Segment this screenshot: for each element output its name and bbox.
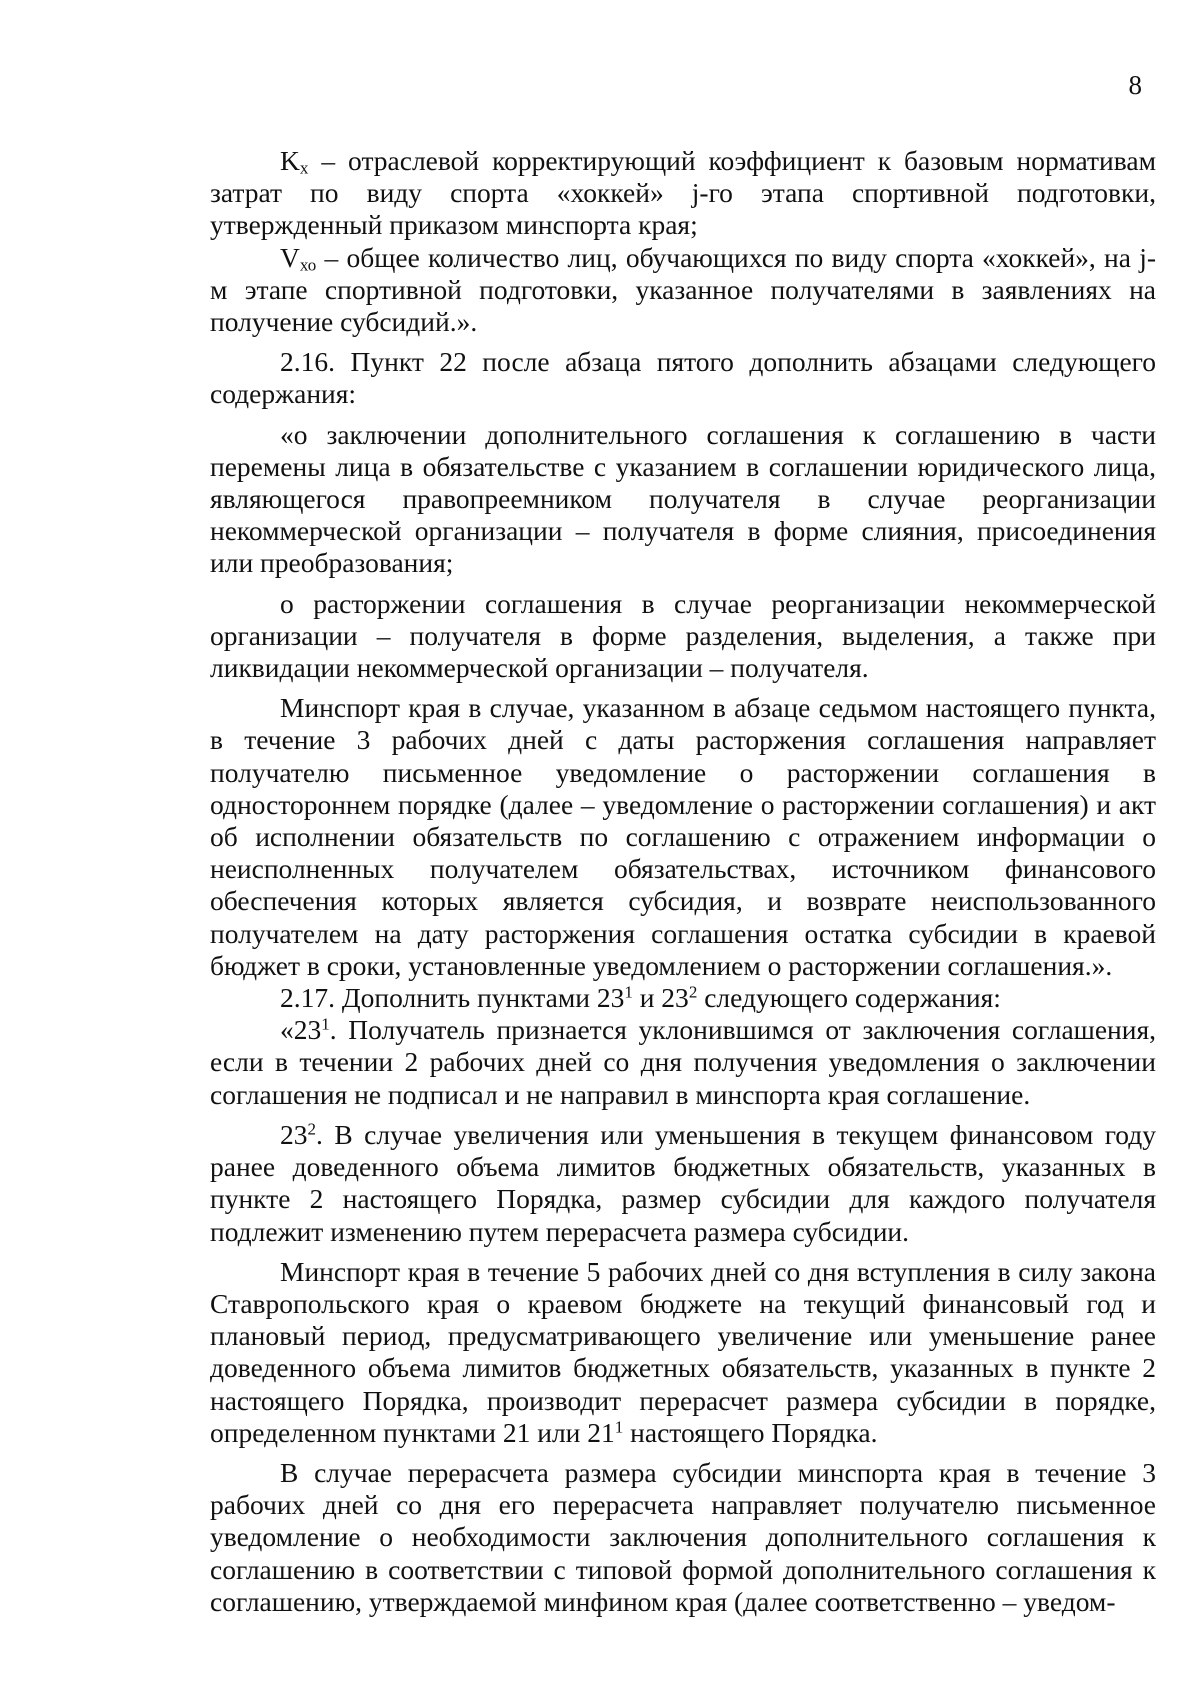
p-23-1-text-1: «23 <box>280 1014 322 1046</box>
paragraph-2-16: 2.16. Пункт 22 после абзаца пятого дополнить абзацами следующего содержания: <box>210 346 1156 410</box>
paragraph-23-2 <box>210 1119 1156 1248</box>
p-2-17-text-3: следующего содержания: <box>697 982 1001 1014</box>
paragraph-recalculation <box>210 1256 1156 1449</box>
kx-subscript: х <box>299 158 309 178</box>
kx-definition-text: – отраслевой корректирующий коэффициент к базовым нормативам затрат по виду спорта «хоккей» j-го этапа спортивной подготовки, утвержденный приказом минспорта края; <box>210 145 1156 241</box>
superscript: 1 <box>614 1417 624 1437</box>
kx-symbol: K <box>280 145 300 176</box>
p-23-2-text-2: . В случае увеличения или уменьшения в текущем финансовом году ранее доведенного объема лимитов бюджетных обязательств, указанных в пункте 2 настоящего Порядка, размер субсидии для каждого получателя подлежит изменению путем перерасчета размера субсидии. <box>210 1118 1156 1247</box>
p-2-17-text-2: и 23 <box>632 982 689 1014</box>
superscript: 1 <box>624 982 633 1002</box>
document-body <box>210 145 1156 1618</box>
p-23-1-text-2: . Получатель признается уклонившимся от заключения соглашения, если в течении 2 рабочих дней со дня получения уведомления о заключении соглашения не подписал и не направил в минспорта края соглашение. <box>210 1014 1156 1110</box>
paragraph-additional-agreement: «о заключении дополнительного соглашения к соглашению в части перемены лица в обязательстве с указанием в соглашении юридического лица, являющегося правопреемником получателя в случае реорганизации некоммерческой организации – получателя в форме слияния, присоединения или преобразования; <box>210 418 1156 579</box>
p-recalc-text-2: настоящего Порядка. <box>623 1416 878 1448</box>
p-23-2-text-1: 23 <box>280 1118 308 1150</box>
paragraph-kx-definition <box>210 145 1156 242</box>
superscript: 2 <box>688 982 698 1002</box>
vxo-subscript: хо <box>299 255 317 275</box>
superscript: 1 <box>321 1014 330 1034</box>
paragraph-2-17 <box>210 982 1156 1014</box>
paragraph-recalc-notice: В случае перерасчета размера субсидии минспорта края в течение 3 рабочих дней со дня его перерасчета направляет получателю письменное уведомление о необходимости заключения дополнительного соглашения к соглашению в соответствии с типовой формой дополнительного соглашения к соглашению, утверждаемой минфином края (далее соответственно – уведом- <box>210 1456 1156 1617</box>
page-number: 8 <box>1128 70 1142 100</box>
paragraph-vxo-definition <box>210 242 1156 339</box>
superscript: 2 <box>307 1119 317 1139</box>
paragraph-23-1 <box>210 1014 1156 1111</box>
p-2-17-text-1: 2.17. Дополнить пунктами 23 <box>280 982 625 1014</box>
vxo-symbol: V <box>280 241 300 273</box>
p-recalc-text-1: Минспорт края в течение 5 рабочих дней со дня вступления в силу закона Ставропольского края о краевом бюджете на текущий финансовый год и плановый период, предусматривающего увеличение или уменьшение ранее доведенного объема лимитов бюджетных обязательств, указанных в пункте 2 настоящего Порядка, производит перерасчет размера субсидии в порядке, определенном пунктами 21 или 21 <box>210 1255 1156 1448</box>
paragraph-termination-notice: Минспорт края в случае, указанном в абзаце седьмом настоящего пункта, в течение 3 рабочих дней с даты расторжения соглашения направляет получателю письменное уведомление о расторжении соглашения в одностороннем порядке (далее – уведомление о расторжении соглашения) и акт об исполнении обязательств по соглашению с отражением информации о неисполненных получателем обязательствах, источником финансового обеспечения которых является субсидия, и возврате неиспользованного получателем на дату расторжения соглашения остатка субсидии в краевой бюджет в сроки, установленные уведомлением о расторжении соглашения.». <box>210 692 1156 981</box>
paragraph-termination: о расторжении соглашения в случае реорганизации некоммерческой организации – получателя в форме разделения, выделения, а также при ликвидации некоммерческой организации – получателя. <box>210 587 1156 684</box>
vxo-definition-text: – общее количество лиц, обучающихся по виду спорта «хоккей», на j-м этапе спортивной подготовки, указанное получателями в заявлениях на получение субсидий.». <box>210 241 1156 338</box>
